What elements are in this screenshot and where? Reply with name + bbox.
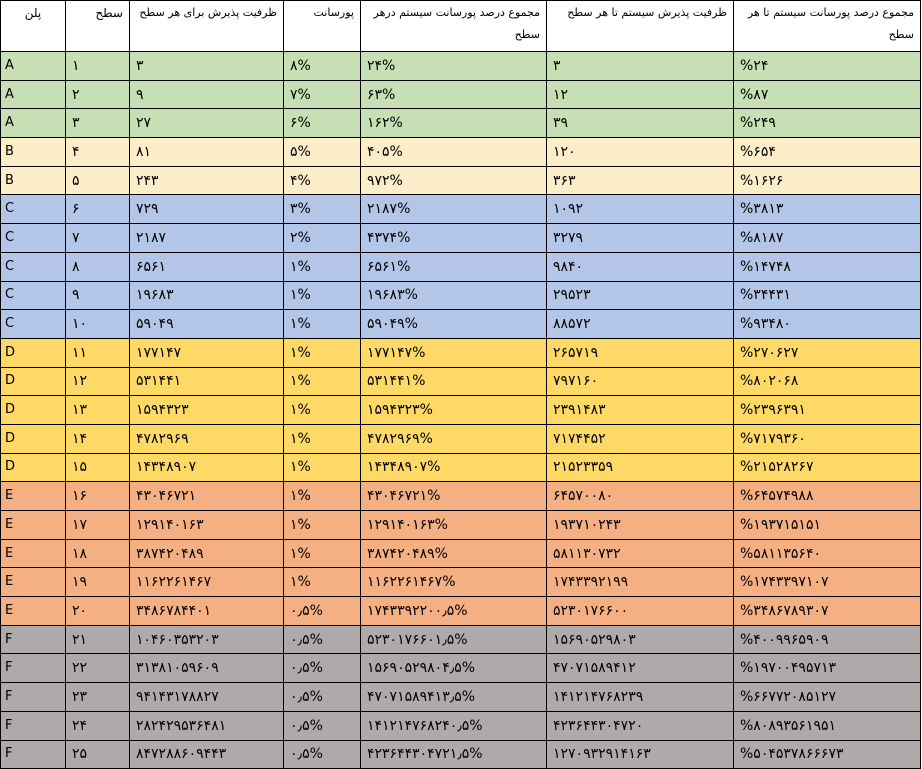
cumulative-percent-cell: %۲۳۹۶۳۹۱ [734, 396, 921, 425]
level-cell: ۶ [66, 195, 130, 224]
system-capacity-cell: ۱۹۳۷۱۰۲۴۳ [547, 511, 734, 540]
capacity-cell: ۲۷ [130, 109, 284, 138]
table-row [1, 80, 921, 109]
table-row [1, 511, 921, 540]
table-row [1, 740, 921, 769]
level-cell: ۲۴ [66, 711, 130, 740]
capacity-cell: ۱۷۷۱۴۷ [130, 338, 284, 367]
plan-cell: D [1, 367, 66, 396]
capacity-cell: ۳۴۸۶۷۸۴۴۰۱ [130, 597, 284, 626]
plan-cell: C [1, 310, 66, 339]
table-row [1, 310, 921, 339]
sum-percent-cell: ۴۳۰۴۶۷۲۱% [361, 482, 547, 511]
table-row [1, 654, 921, 683]
header-percent: پورسانت [284, 1, 361, 52]
capacity-cell: ۱۴۳۴۸۹۰۷ [130, 453, 284, 482]
level-cell: ۹ [66, 281, 130, 310]
table-row [1, 166, 921, 195]
cumulative-percent-cell: %۹۳۴۸۰ [734, 310, 921, 339]
percent-cell: ۲% [284, 224, 361, 253]
percent-cell: ۰٫۵% [284, 625, 361, 654]
level-cell: ۲۲ [66, 654, 130, 683]
sum-percent-cell: ۱۵۶۹۰۵۲۹۸۰۴٫۵% [361, 654, 547, 683]
capacity-cell: ۶۵۶۱ [130, 252, 284, 281]
plan-cell: D [1, 453, 66, 482]
percent-cell: ۰٫۵% [284, 597, 361, 626]
percent-cell: ۳% [284, 195, 361, 224]
capacity-cell: ۵۹۰۴۹ [130, 310, 284, 339]
plan-cell: F [1, 625, 66, 654]
cumulative-percent-cell: %۲۴ [734, 52, 921, 81]
level-cell: ۳ [66, 109, 130, 138]
table-row [1, 195, 921, 224]
sum-percent-cell: ۱۲۹۱۴۰۱۶۳% [361, 511, 547, 540]
capacity-cell: ۱۵۹۴۳۲۳ [130, 396, 284, 425]
table-row [1, 625, 921, 654]
header-sum-percent: مجموع درصد پورسانت سیستم درهر سطح [361, 1, 547, 52]
level-cell: ۲ [66, 80, 130, 109]
percent-cell: ۴% [284, 166, 361, 195]
plan-cell: F [1, 740, 66, 769]
level-cell: ۱۶ [66, 482, 130, 511]
percent-cell: ۱% [284, 453, 361, 482]
sum-percent-cell: ۵۳۱۴۴۱% [361, 367, 547, 396]
capacity-cell: ۸۴۷۲۸۸۶۰۹۴۴۳ [130, 740, 284, 769]
plan-cell: A [1, 52, 66, 81]
capacity-cell: ۲۴۳ [130, 166, 284, 195]
level-cell: ۱۸ [66, 539, 130, 568]
plan-cell: A [1, 80, 66, 109]
header-system-capacity: ظرفیت پذیرش سیستم تا هر سطح [547, 1, 734, 52]
level-cell: ۱۳ [66, 396, 130, 425]
plan-cell: B [1, 138, 66, 167]
table-row [1, 281, 921, 310]
header-row [1, 1, 921, 52]
capacity-cell: ۳۱۳۸۱۰۵۹۶۰۹ [130, 654, 284, 683]
percent-cell: ۱% [284, 252, 361, 281]
level-cell: ۵ [66, 166, 130, 195]
plan-cell: F [1, 683, 66, 712]
plan-cell: A [1, 109, 66, 138]
sum-percent-cell: ۱۵۹۴۳۲۳% [361, 396, 547, 425]
cumulative-percent-cell: %۷۱۷۹۳۶۰ [734, 424, 921, 453]
plan-cell: E [1, 539, 66, 568]
sum-percent-cell: ۴۷۰۷۱۵۸۹۴۱۳٫۵% [361, 683, 547, 712]
header-cumulative-percent: مجموع درصد پورسانت سیستم تا هر سطح [734, 1, 921, 52]
level-cell: ۲۳ [66, 683, 130, 712]
sum-percent-cell: ۱۱۶۲۲۶۱۴۶۷% [361, 568, 547, 597]
sum-percent-cell: ۹۷۲% [361, 166, 547, 195]
system-capacity-cell: ۲۶۵۷۱۹ [547, 338, 734, 367]
sum-percent-cell: ۵۹۰۴۹% [361, 310, 547, 339]
cumulative-percent-cell: %۸۰۸۹۳۵۶۱۹۵۱ [734, 711, 921, 740]
sum-percent-cell: ۴۰۵% [361, 138, 547, 167]
level-cell: ۲۵ [66, 740, 130, 769]
header-capacity: ظرفیت پذیرش برای هر سطح [130, 1, 284, 52]
system-capacity-cell: ۱۴۱۲۱۴۷۶۸۲۳۹ [547, 683, 734, 712]
plan-cell: B [1, 166, 66, 195]
sum-percent-cell: ۱۶۲% [361, 109, 547, 138]
level-cell: ۲۰ [66, 597, 130, 626]
table-row [1, 683, 921, 712]
sum-percent-cell: ۴۳۷۴% [361, 224, 547, 253]
cumulative-percent-cell: %۳۴۴۳۱ [734, 281, 921, 310]
system-capacity-cell: ۸۸۵۷۲ [547, 310, 734, 339]
percent-cell: ۰٫۵% [284, 740, 361, 769]
cumulative-percent-cell: %۲۱۵۲۸۲۶۷ [734, 453, 921, 482]
table-row [1, 396, 921, 425]
percent-cell: ۱% [284, 511, 361, 540]
table-row [1, 367, 921, 396]
percent-cell: ۱% [284, 281, 361, 310]
table-row [1, 338, 921, 367]
system-capacity-cell: ۳۲۷۹ [547, 224, 734, 253]
system-capacity-cell: ۲۹۵۲۳ [547, 281, 734, 310]
percent-cell: ۰٫۵% [284, 711, 361, 740]
sum-percent-cell: ۱۹۶۸۳% [361, 281, 547, 310]
system-capacity-cell: ۴۲۳۶۴۴۳۰۴۷۲۰ [547, 711, 734, 740]
cumulative-percent-cell: %۳۸۱۳ [734, 195, 921, 224]
capacity-cell: ۱۱۶۲۲۶۱۴۶۷ [130, 568, 284, 597]
system-capacity-cell: ۱۷۴۳۳۹۲۱۹۹ [547, 568, 734, 597]
system-capacity-cell: ۵۸۱۱۳۰۷۳۲ [547, 539, 734, 568]
percent-cell: ۰٫۵% [284, 683, 361, 712]
cumulative-percent-cell: %۶۵۴ [734, 138, 921, 167]
plan-cell: F [1, 654, 66, 683]
percent-cell: ۰٫۵% [284, 654, 361, 683]
system-capacity-cell: ۳۶۳ [547, 166, 734, 195]
table-row [1, 568, 921, 597]
percent-cell: ۵% [284, 138, 361, 167]
level-cell: ۱۴ [66, 424, 130, 453]
header-level: سطح [66, 1, 130, 52]
capacity-cell: ۱۹۶۸۳ [130, 281, 284, 310]
plan-cell: E [1, 511, 66, 540]
percent-cell: ۱% [284, 482, 361, 511]
sum-percent-cell: ۶۵۶۱% [361, 252, 547, 281]
cumulative-percent-cell: %۳۴۸۶۷۸۹۳۰۷ [734, 597, 921, 626]
level-cell: ۱۵ [66, 453, 130, 482]
plan-cell: E [1, 568, 66, 597]
system-capacity-cell: ۹۸۴۰ [547, 252, 734, 281]
table-row [1, 424, 921, 453]
header-plan: پلن [1, 1, 66, 52]
system-capacity-cell: ۴۷۰۷۱۵۸۹۴۱۲ [547, 654, 734, 683]
percent-cell: ۱% [284, 367, 361, 396]
cumulative-percent-cell: %۱۹۳۷۱۵۱۵۱ [734, 511, 921, 540]
cumulative-percent-cell: %۸۰۲۰۶۸ [734, 367, 921, 396]
cumulative-percent-cell: %۸۱۸۷ [734, 224, 921, 253]
cumulative-percent-cell: %۱۶۲۶ [734, 166, 921, 195]
percent-cell: ۱% [284, 424, 361, 453]
system-capacity-cell: ۲۳۹۱۴۸۳ [547, 396, 734, 425]
sum-percent-cell: ۴۲۳۶۴۴۳۰۴۷۲۱٫۵% [361, 740, 547, 769]
level-cell: ۱۷ [66, 511, 130, 540]
percent-cell: ۶% [284, 109, 361, 138]
percent-cell: ۱% [284, 539, 361, 568]
capacity-cell: ۱۰۴۶۰۳۵۳۲۰۳ [130, 625, 284, 654]
plan-cell: C [1, 252, 66, 281]
system-capacity-cell: ۵۲۳۰۱۷۶۶۰۰ [547, 597, 734, 626]
percent-cell: ۷% [284, 80, 361, 109]
plan-cell: D [1, 396, 66, 425]
level-cell: ۱۲ [66, 367, 130, 396]
plan-cell: E [1, 597, 66, 626]
cumulative-percent-cell: %۱۴۷۴۸ [734, 252, 921, 281]
cumulative-percent-cell: %۸۷ [734, 80, 921, 109]
system-capacity-cell: ۱۵۶۹۰۵۲۹۸۰۳ [547, 625, 734, 654]
cumulative-percent-cell: %۲۴۹ [734, 109, 921, 138]
table-row [1, 52, 921, 81]
percent-cell: ۱% [284, 568, 361, 597]
table-row [1, 453, 921, 482]
cumulative-percent-cell: %۵۰۴۵۳۷۸۶۶۶۷۳ [734, 740, 921, 769]
sum-percent-cell: ۲۱۸۷% [361, 195, 547, 224]
capacity-cell: ۹ [130, 80, 284, 109]
plan-cell: F [1, 711, 66, 740]
sum-percent-cell: ۱۴۳۴۸۹۰۷% [361, 453, 547, 482]
capacity-cell: ۲۸۲۴۲۹۵۳۶۴۸۱ [130, 711, 284, 740]
table-row [1, 109, 921, 138]
cumulative-percent-cell: %۴۰۰۹۹۶۵۹۰۹ [734, 625, 921, 654]
percent-cell: ۸% [284, 52, 361, 81]
capacity-cell: ۸۱ [130, 138, 284, 167]
level-cell: ۷ [66, 224, 130, 253]
capacity-cell: ۹۴۱۴۳۱۷۸۸۲۷ [130, 683, 284, 712]
system-capacity-cell: ۱۲۰ [547, 138, 734, 167]
table-body [1, 52, 921, 769]
table-row [1, 138, 921, 167]
capacity-cell: ۴۳۰۴۶۷۲۱ [130, 482, 284, 511]
percent-cell: ۱% [284, 338, 361, 367]
level-cell: ۱۰ [66, 310, 130, 339]
cumulative-percent-cell: %۱۷۴۳۳۹۷۱۰۷ [734, 568, 921, 597]
table-row [1, 252, 921, 281]
capacity-cell: ۲۱۸۷ [130, 224, 284, 253]
capacity-cell: ۵۳۱۴۴۱ [130, 367, 284, 396]
percent-cell: ۱% [284, 396, 361, 425]
table-row [1, 482, 921, 511]
sum-percent-cell: ۶۳% [361, 80, 547, 109]
cumulative-percent-cell: %۵۸۱۱۳۵۶۴۰ [734, 539, 921, 568]
plan-cell: D [1, 424, 66, 453]
level-cell: ۲۱ [66, 625, 130, 654]
table-row [1, 224, 921, 253]
plan-cell: D [1, 338, 66, 367]
system-capacity-cell: ۱۲۷۰۹۳۲۹۱۴۱۶۳ [547, 740, 734, 769]
system-capacity-cell: ۲۱۵۲۳۳۵۹ [547, 453, 734, 482]
sum-percent-cell: ۱۴۱۲۱۴۷۶۸۲۴۰٫۵% [361, 711, 547, 740]
system-capacity-cell: ۳ [547, 52, 734, 81]
level-cell: ۸ [66, 252, 130, 281]
sum-percent-cell: ۴۷۸۲۹۶۹% [361, 424, 547, 453]
capacity-cell: ۳۸۷۴۲۰۴۸۹ [130, 539, 284, 568]
cumulative-percent-cell: %۲۷۰۶۲۷ [734, 338, 921, 367]
level-cell: ۱۹ [66, 568, 130, 597]
capacity-cell: ۴۷۸۲۹۶۹ [130, 424, 284, 453]
table-row [1, 539, 921, 568]
table-row [1, 711, 921, 740]
system-capacity-cell: ۳۹ [547, 109, 734, 138]
level-cell: ۱ [66, 52, 130, 81]
capacity-cell: ۱۲۹۱۴۰۱۶۳ [130, 511, 284, 540]
level-cell: ۴ [66, 138, 130, 167]
cumulative-percent-cell: %۶۶۷۷۲۰۸۵۱۲۷ [734, 683, 921, 712]
sum-percent-cell: ۱۷۷۱۴۷% [361, 338, 547, 367]
capacity-cell: ۳ [130, 52, 284, 81]
plan-cell: C [1, 224, 66, 253]
sum-percent-cell: ۳۸۷۴۲۰۴۸۹% [361, 539, 547, 568]
system-capacity-cell: ۷۱۷۴۴۵۲ [547, 424, 734, 453]
plan-cell: C [1, 195, 66, 224]
cumulative-percent-cell: %۱۹۷۰۰۴۹۵۷۱۳ [734, 654, 921, 683]
percent-cell: ۱% [284, 310, 361, 339]
system-capacity-cell: ۶۴۵۷۰۰۸۰ [547, 482, 734, 511]
cumulative-percent-cell: %۶۴۵۷۴۹۸۸ [734, 482, 921, 511]
level-cell: ۱۱ [66, 338, 130, 367]
table-row [1, 597, 921, 626]
system-capacity-cell: ۷۹۷۱۶۰ [547, 367, 734, 396]
plan-cell: C [1, 281, 66, 310]
sum-percent-cell: ۵۲۳۰۱۷۶۶۰۱٫۵% [361, 625, 547, 654]
sum-percent-cell: ۲۴% [361, 52, 547, 81]
system-capacity-cell: ۱۲ [547, 80, 734, 109]
system-capacity-cell: ۱۰۹۲ [547, 195, 734, 224]
capacity-cell: ۷۲۹ [130, 195, 284, 224]
sum-percent-cell: ۱۷۴۳۳۹۲۲۰۰٫۵% [361, 597, 547, 626]
plan-cell: E [1, 482, 66, 511]
